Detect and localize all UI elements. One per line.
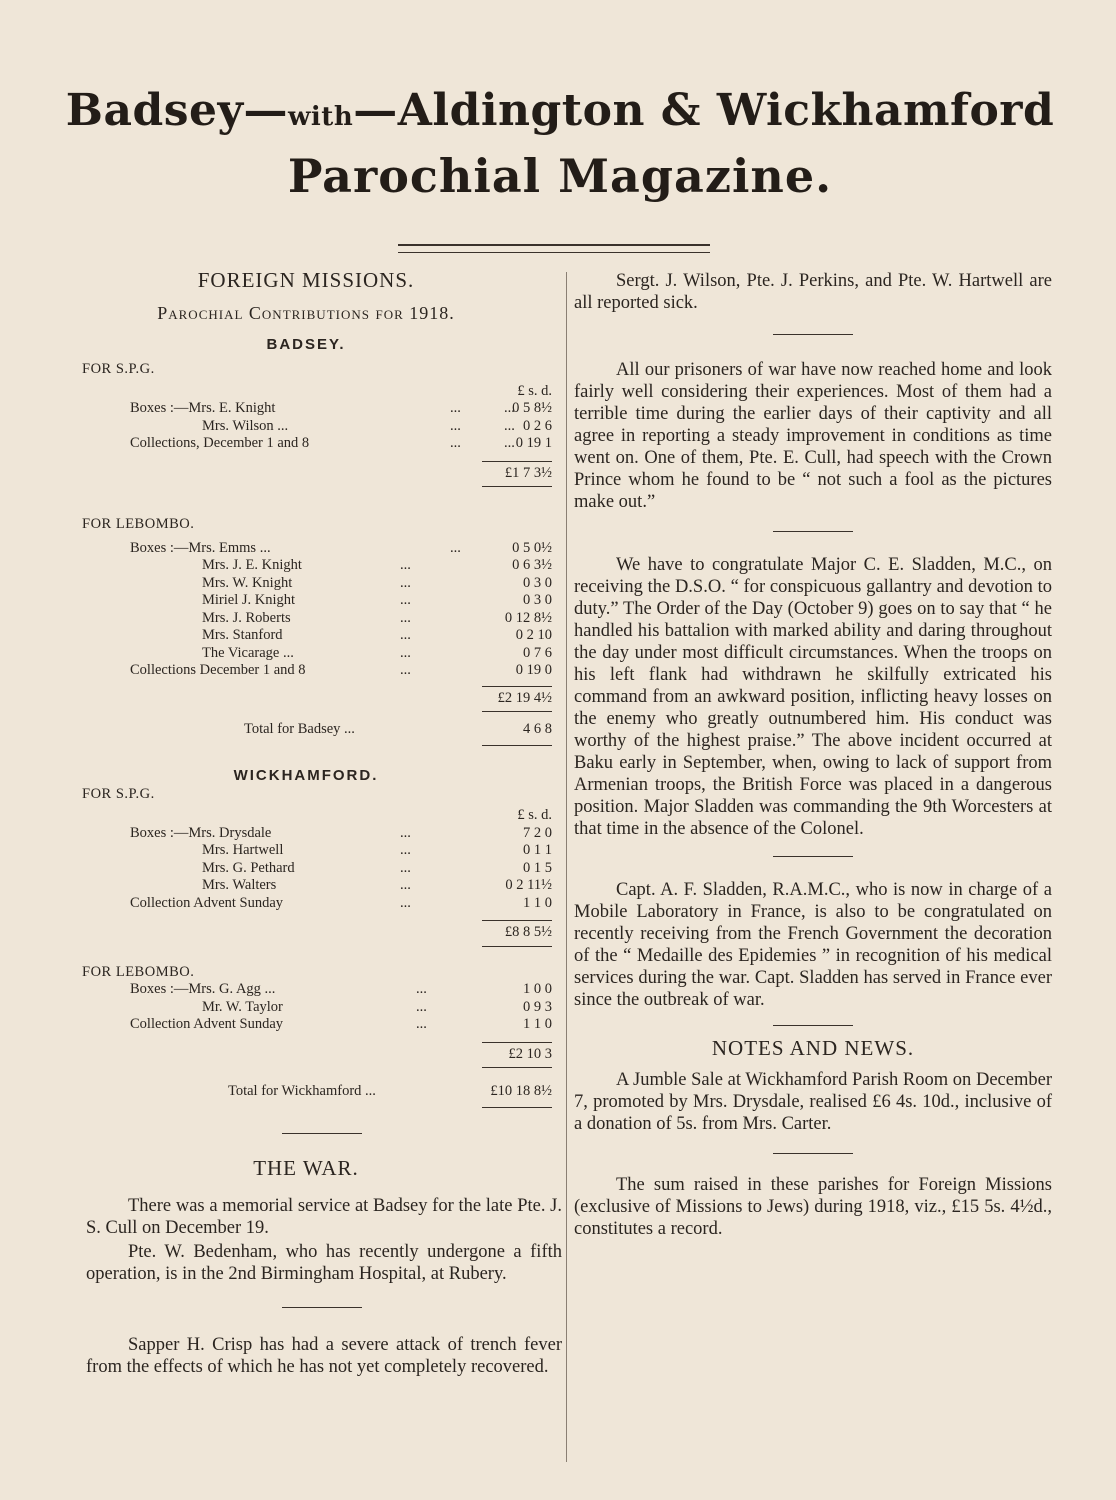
wickhamford-total-row: Total for Wickhamford ... £10 18 8½: [228, 1083, 552, 1099]
ledger-row: Boxes :—Mrs. Emms ... ... 0 5 0½: [130, 539, 552, 556]
right-paragraph-1: Sergt. J. Wilson, Pte. J. Perkins, and Pte. W. Hartwell are all reported sick.: [574, 271, 1052, 313]
ledger-row: Mrs. G. Pethard ... 0 1 5: [202, 859, 552, 876]
ledger-row: Mrs. Stanford ... 0 2 10: [202, 627, 552, 643]
ledger-row: Collection Advent Sunday ... 1 1 0: [130, 1016, 552, 1032]
ledger-row: Collections December 1 and 8 ... 0 19 0: [130, 662, 552, 678]
ledger-row: Mrs. Walters ... 0 2 11½: [202, 877, 552, 893]
masthead-with: with: [288, 102, 354, 132]
currency-header: £ s. d.: [517, 382, 552, 399]
ledger-row: Collection Advent Sunday ... 1 1 0: [130, 894, 552, 911]
ledger-row: Mr. W. Taylor ... 0 9 3: [202, 998, 552, 1015]
section-rule: [773, 334, 853, 335]
wickhamford-accounts: [82, 786, 560, 1109]
masthead-line-1: Badsey—with—Aldington & Wickhamford: [65, 85, 1055, 136]
ledger-row: The Vicarage ... ... 0 7 6: [202, 644, 552, 661]
section-rule: [773, 856, 853, 857]
masthead: [60, 82, 1060, 206]
right-column: [574, 270, 1052, 1240]
prisoners-paragraph: All our prisoners of war have now reached home and look fairly well considering their experiences. Most of them had a terrible time during the earlier days of their captivity and all agree in reporting a steady improvement in conditions as time went on. One of them, Pte. E. Cull, had speech with the Crown Prince whom he found to be “ not such a fool as the pictures make out.”: [574, 360, 1052, 512]
badsey-total-row: Total for Badsey ... 4 6 8: [244, 721, 552, 737]
badsey-heading: BADSEY.: [266, 336, 346, 353]
wickhamford-lebombo-label: FOR LEBOMBO.: [82, 963, 195, 980]
badsey-lebombo-subtotal: £2 19 4½: [497, 689, 552, 706]
ledger-row: Boxes :—Mrs. E. Knight ... ... 0 5 8½: [130, 400, 552, 416]
badsey-spg-label: FOR S.P.G.: [82, 361, 155, 377]
war-paragraph-1: There was a memorial service at Badsey for the late Pte. J. S. Cull on December 19.: [86, 1195, 562, 1238]
masthead-aldington-wickhamford: Aldington & Wickhamford: [397, 85, 1055, 136]
war-paragraph-2: Pte. W. Bedenham, who has recently undergone a fifth operation, is in the 2nd Birmingham Hospital, at Rubery.: [86, 1241, 562, 1284]
ledger-row: Mrs. J. Roberts ... 0 12 8½: [202, 609, 552, 626]
section-rule: [282, 1133, 362, 1134]
contributions-subtitle: Parochial Contributions for 1918.: [157, 303, 455, 323]
sladden-dso-paragraph: We have to congratulate Major C. E. Sladden, M.C., on receiving the D.S.O. “ for conspicuous gallantry and devotion to duty.” The Order of the Day (October 9) goes on to say that “ he handled his battalion with marked ability and daring throughout the day under most difficult circumstances. When the troops on his left flank had withdrawn he skilfully extricated his command from an awkward position, inflicting heavy losses on the enemy who greatly outnumbered him. His conduct was worthy of the highest praise.” The above incident occurred at Baku early in September, when, owing to lack of support from Armenian troops, the British Force was placed in a dangerous position. Major Sladden was commanding the 9th Worcesters at that time in the absence of the Colonel.: [574, 555, 1052, 839]
ledger-row: Mrs. J. E. Knight ... 0 6 3½: [202, 557, 552, 573]
wickhamford-spg-subtotal: £8 8 5½: [504, 924, 552, 940]
sladden-ramc-paragraph: Capt. A. F. Sladden, R.A.M.C., who is now in charge of a Mobile Laboratory in France, is also to be congratulated on recently receiving from the French Government the decoration of the “ Medaille des Epidemies ” in recognition of his medical services during the war. Capt. Sladden has served in France ever since the outbreak of war.: [574, 880, 1052, 1010]
war-paragraph-3: Sapper H. Crisp has had a severe attack of trench fever from the effects of which he has not yet completely recovered.: [86, 1334, 562, 1377]
wickhamford-spg-label: FOR S.P.G.: [82, 785, 155, 802]
section-rule: [773, 1025, 853, 1026]
column-divider: [566, 272, 567, 1462]
wickhamford-heading: WICKHAMFORD.: [233, 766, 379, 784]
foreign-missions-record-paragraph: The sum raised in these parishes for Foreign Missions (exclusive of Missions to Jews) during 1918, viz., £15 5s. 4½d., constitutes a record.: [574, 1175, 1052, 1239]
masthead-badsey: Badsey: [65, 85, 244, 136]
notes-and-news-title: NOTES AND NEWS.: [711, 1036, 915, 1060]
ledger-row: Mrs. Hartwell ... 0 1 1: [202, 842, 552, 858]
jumble-sale-paragraph: A Jumble Sale at Wickhamford Parish Room on December 7, promoted by Mrs. Drysdale, realised £6 4s. 10d., inclusive of a donation of 5s. from Mrs. Carter.: [574, 1070, 1052, 1134]
currency-header-2: £ s. d.: [517, 807, 552, 823]
badsey-spg-subtotal: £1 7 3½: [504, 464, 552, 481]
wickhamford-lebombo-subtotal: £2 10 3: [508, 1045, 552, 1062]
left-column: [82, 268, 560, 1378]
masthead-double-rule: [398, 244, 710, 253]
ledger-row: Collections, December 1 and 8 ... ... 0 19 1: [130, 435, 552, 451]
section-rule: [773, 531, 853, 532]
ledger-row: Miriel J. Knight ... 0 3 0: [202, 592, 552, 608]
ledger-row: Boxes :—Mrs. G. Agg ... ... 1 0 0: [130, 981, 552, 997]
section-rule: [773, 1153, 853, 1154]
badsey-accounts: [82, 361, 560, 747]
badsey-lebombo-label: FOR LEBOMBO.: [82, 516, 195, 532]
ledger-row: Boxes :—Mrs. Drysdale ... 7 2 0: [130, 824, 552, 841]
ledger-row: Mrs. Wilson ... ... ... 0 2 6: [202, 417, 552, 434]
section-rule: [282, 1307, 362, 1308]
masthead-line-2: Parochial Magazine.: [287, 149, 833, 203]
the-war-title: THE WAR.: [253, 1155, 359, 1180]
ledger-row: Mrs. W. Knight ... 0 3 0: [202, 574, 552, 591]
foreign-missions-title: FOREIGN MISSIONS.: [197, 268, 415, 292]
